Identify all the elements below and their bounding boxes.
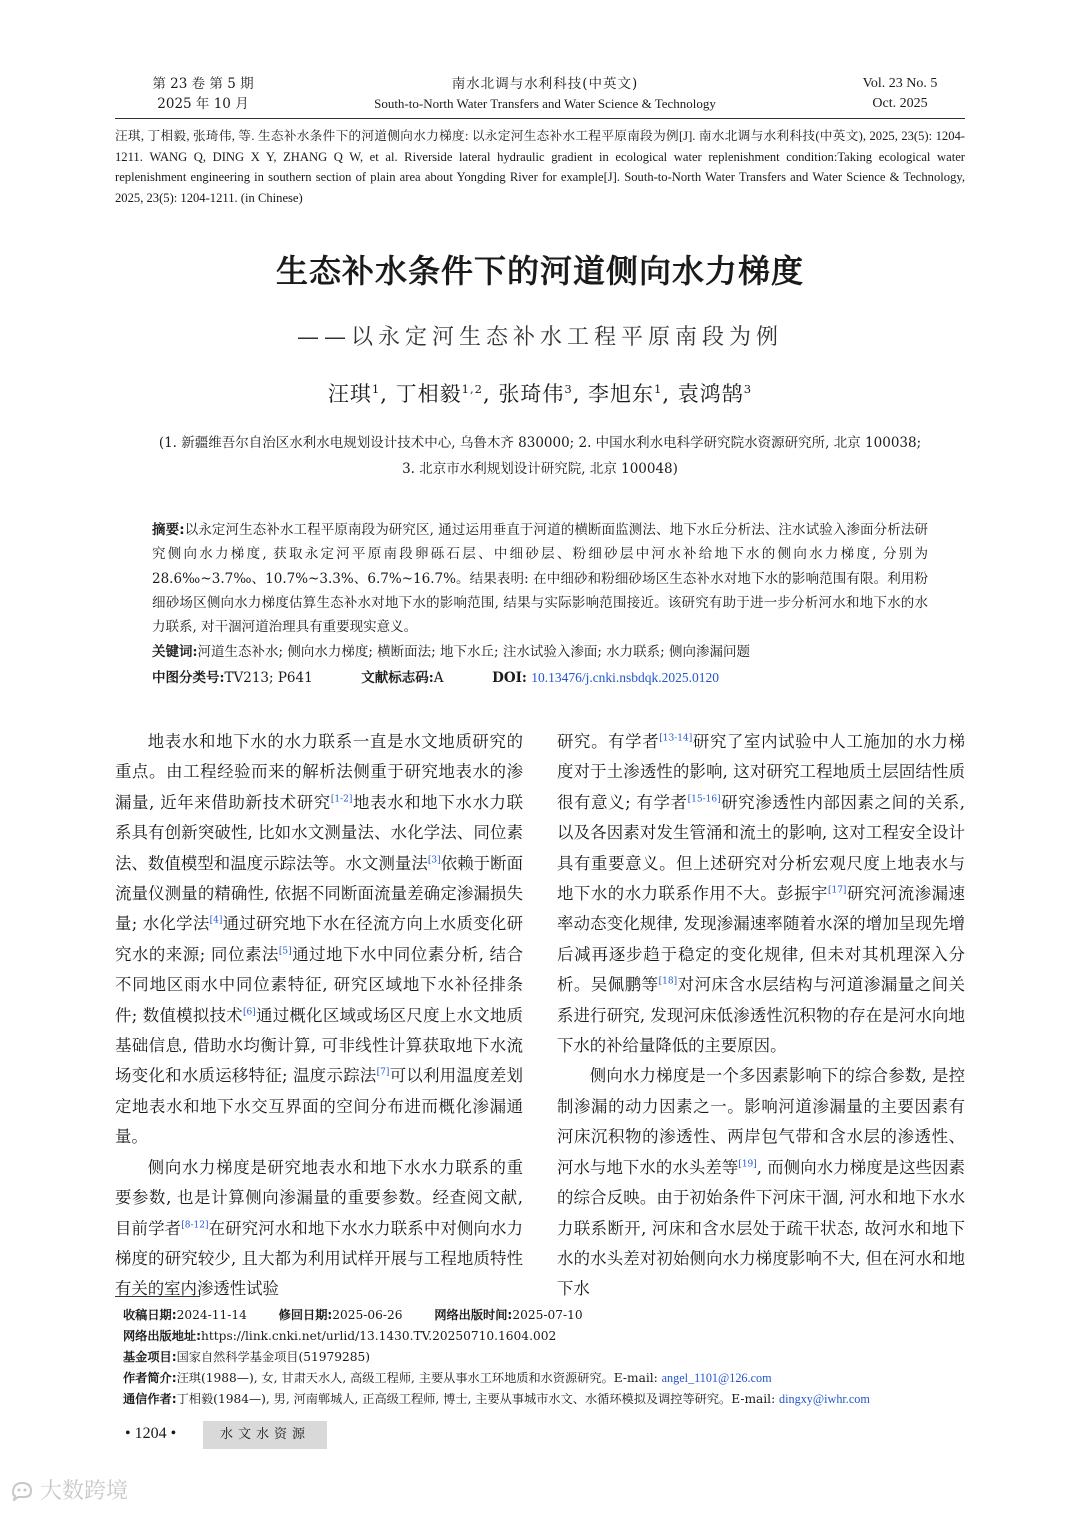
reference-link[interactable]: [19] <box>738 1159 757 1170</box>
doi-link[interactable]: 10.13476/j.cnki.nsbdqk.2025.0120 <box>531 670 720 685</box>
reference-link[interactable]: [1-2] <box>330 794 353 805</box>
abstract-label: 摘要: <box>152 522 185 538</box>
reference-link[interactable]: [6] <box>242 1007 256 1018</box>
author-name: 张琦伟 <box>498 382 565 406</box>
body-paragraph: 侧向水力梯度是研究地表水和地下水水力联系的重要参数, 也是计算侧向渗漏量的重要参数。经查阅文献, 目前学者[8-12]在研究河水和地下水水力联系中对侧向水力梯度的研究较少, 且大都为利用试样开展与工程地质特性有关的室内渗透性试验 <box>115 1157 524 1299</box>
reference-link[interactable]: [7] <box>376 1068 390 1078</box>
abstract <box>152 518 928 639</box>
affiliations: (1. 新疆维吾尔自治区水利水电规划设计技术中心, 乌鲁木齐 830000; 2. 中国水利水电科学研究院水资源研究所, 北京 100038; 3. 北京市水利规划设计研究院, 北京 100048) <box>158 435 922 477</box>
reference-link[interactable]: [4] <box>209 915 223 926</box>
body-paragraph: 侧向水力梯度是一个多因素影响下的综合参数, 是控制渗漏的动力因素之一。影响河道渗漏量的主要因素有河床沉积物的渗透性、两岸包气带和含水层的渗透性、河水与地下水的水头差等[19], 而侧向水力梯度是这些因素的综合反映。由于初始条件下河床干涸, 河水和地下水水力联系断开, 河床和含水层处于疏干状态, 故河水和地下水的水头差对初始侧向水力梯度影响不大, 但在河水和地下水 <box>557 1066 966 1299</box>
reference-link[interactable]: [15-16] <box>687 794 721 805</box>
keywords-label: 关键词: <box>152 644 198 660</box>
reference-link[interactable]: [5] <box>278 946 292 957</box>
author-name: 李旭东 <box>588 382 655 406</box>
author-name: 丁相毅 <box>395 382 462 406</box>
footnotes: 收稿日期:2024-11-14 修回日期:2025-06-26 网络出版时间:2025-07-10 网络出版地址:https://link.cnki.net/urlid/13.1430.TV.20250710.1604.002 基金项目:国家自然科学基金项目(51979285) 作者简介:汪琪(1988—), 女, 甘肃天水人, 高级工程师, 主要从事水工环地质和水资源研究。E-mail: angel_1101@126.com 通信作者:丁相毅(1984—), 男, 河南郸城人, 正高级工程师, 博士, 主要从事城市水文、水循环模拟及调控等研究。E-mail: dingxy@iwhr.com <box>123 1308 870 1406</box>
body-column-left <box>115 727 523 1305</box>
corresponding-email-link[interactable]: dingxy@iwhr.com <box>779 1392 870 1406</box>
body-paragraph: 地表水和地下水的水力联系一直是水文地质研究的重点。由工程经验而来的解析法侧重于研究地表水的渗漏量, 近年来借助新技术研究[1-2]地表水和地下水水力联系具有创新突破性, 比如水文测量法、水化学法、同位素法、数值模型和温度示踪法等。水文测量法[3]依赖于断面流量仪测量的精确性, 依据不同断面流量差确定渗漏损失量; 水化学法[4]通过研究地下水在径流方向上水质变化研究水的来源; 同位素法[5]通过地下水中同位素分析, 结合不同地区雨水中同位素特征, 研究区域地下水补径排条件; 数值模拟技术[6]通过概化区域或场区尺度上水文地质基础信息, 借助水均衡计算, 可非线性计算获取地下水流场变化和水质运移特征; 温度示踪法[7]可以利用温度差划定地表水和地下水交互界面的空间分布进而概化渗漏通量。 <box>115 732 524 1147</box>
reference-link[interactable]: [3] <box>427 855 441 866</box>
body-paragraph: 研究。有学者[13-14]研究了室内试验中人工施加的水力梯度对于土渗透性的影响, 这对研究工程地质土层固结性质很有意义; 有学者[15-16]研究渗透性内部因素之间的关系, 以及各因素对发生管涌和流土的影响, 这对工程安全设计具有重要意义。但上述研究对分析宏观尺度上地表水与地下水的水力联系作用不大。彭振宇[17]研究河流渗漏速率动态变化规律, 发现渗漏速率随着水深的增加呈现先增后减再逐步趋于稳定的变化规律, 但未对其机理深入分析。吴佩鹏等[18]对河床含水层结构与河道渗漏量之间关系进行研究, 发现河床低渗透性沉积物的存在是河水向地下水的补给量降低的主要原因。 <box>557 732 966 1056</box>
header-volume-cn: 第 23 卷 第 5 期 2025 年 10 月 <box>152 76 254 112</box>
online-url[interactable]: https://link.cnki.net/urlid/13.1430.TV.20250710.1604.002 <box>201 1329 557 1343</box>
author-list: 汪琪$^1$, 丁相毅$^{1,2}$, 张琦伟$^3$, 李旭东$^1$, 袁鸿鹄$^3$ <box>327 382 753 406</box>
paper-subtitle: ——以永定河生态补水工程平原南段为例 <box>296 325 783 350</box>
header-rule <box>115 118 965 119</box>
header-journal: 南水北调与水利科技(中英文) South-to-North Water Transfers and Water Science & Technology <box>374 76 716 111</box>
author-email-link[interactable]: angel_1101@126.com <box>661 1371 772 1385</box>
watermark-logo-icon <box>10 1479 36 1501</box>
paper-title: 生态补水条件下的河道侧向水力梯度 <box>275 252 804 290</box>
reference-link[interactable]: [13-14] <box>659 733 693 744</box>
body-column-right <box>557 727 965 1305</box>
header-volume-en: Vol. 23 No. 5 Oct. 2025 <box>862 76 938 111</box>
reference-link[interactable]: [18] <box>658 976 678 987</box>
author-name: 汪琪 <box>327 382 372 406</box>
journal-section-tag: 水文水资源 <box>203 1421 327 1449</box>
watermark: 大数跨境 <box>10 1474 128 1505</box>
reference-link[interactable]: [8-12] <box>181 1220 209 1231</box>
keywords: 关键词:河道生态补水; 侧向水力梯度; 横断面法; 地下水丘; 注水试验入渗面; 水力联系; 侧向渗漏问题 <box>152 644 751 660</box>
author-name: 袁鸿鹄 <box>677 382 744 406</box>
abstract-text: 以永定河生态补水工程平原南段为研究区, 通过运用垂直于河道的横断面监测法、地下水丘分析法、注水试验入渗面分析法研究侧向水力梯度, 获取永定河平原南段卵砾石层、中细砂层、粉细砂层中河水补给地下水的侧向水力梯度, 分别为 28.6‰~3.7‰、10.7%~3.3%、6.7%~16.7%。结果表明: 在中细砂和粉细砂场区生态补水对地下水的影响范围有限。利用粉细砂场区侧向水力梯度估算生态补水对地下水的影响范围, 结果与实际影响范围接近。该研究有助于进一步分析河水和地下水的水力联系, 对干涸河道治理具有重要现实意义。 <box>152 522 928 636</box>
footnote-rule <box>115 1296 200 1297</box>
classification-line: 中图分类号:TV213; P641 文献标志码:A DOI: 10.13476/j.cnki.nsbdqk.2025.0120 <box>152 670 720 686</box>
page-number: • 1204 • <box>125 1425 177 1442</box>
reference-link[interactable]: [17] <box>827 885 847 896</box>
citation-block: 汪琪, 丁相毅, 张琦伟, 等. 生态补水条件下的河道侧向水力梯度: 以永定河生态补水工程平原南段为例[J]. 南水北调与水利科技(中英文), 2025, 23(5): 1204-1211. WANG Q, DING X Y, ZHANG Q W, et al. Riverside lateral hydraulic gradient in ecological water replenishment condition:Taking ecological water replenishment engineering in southern section of plain area about Yongding River for example[J]. South-to-North Water Transfers and Water Science & Technology, 2025, 23(5): 1204-1211. (in Chinese) <box>115 129 965 205</box>
